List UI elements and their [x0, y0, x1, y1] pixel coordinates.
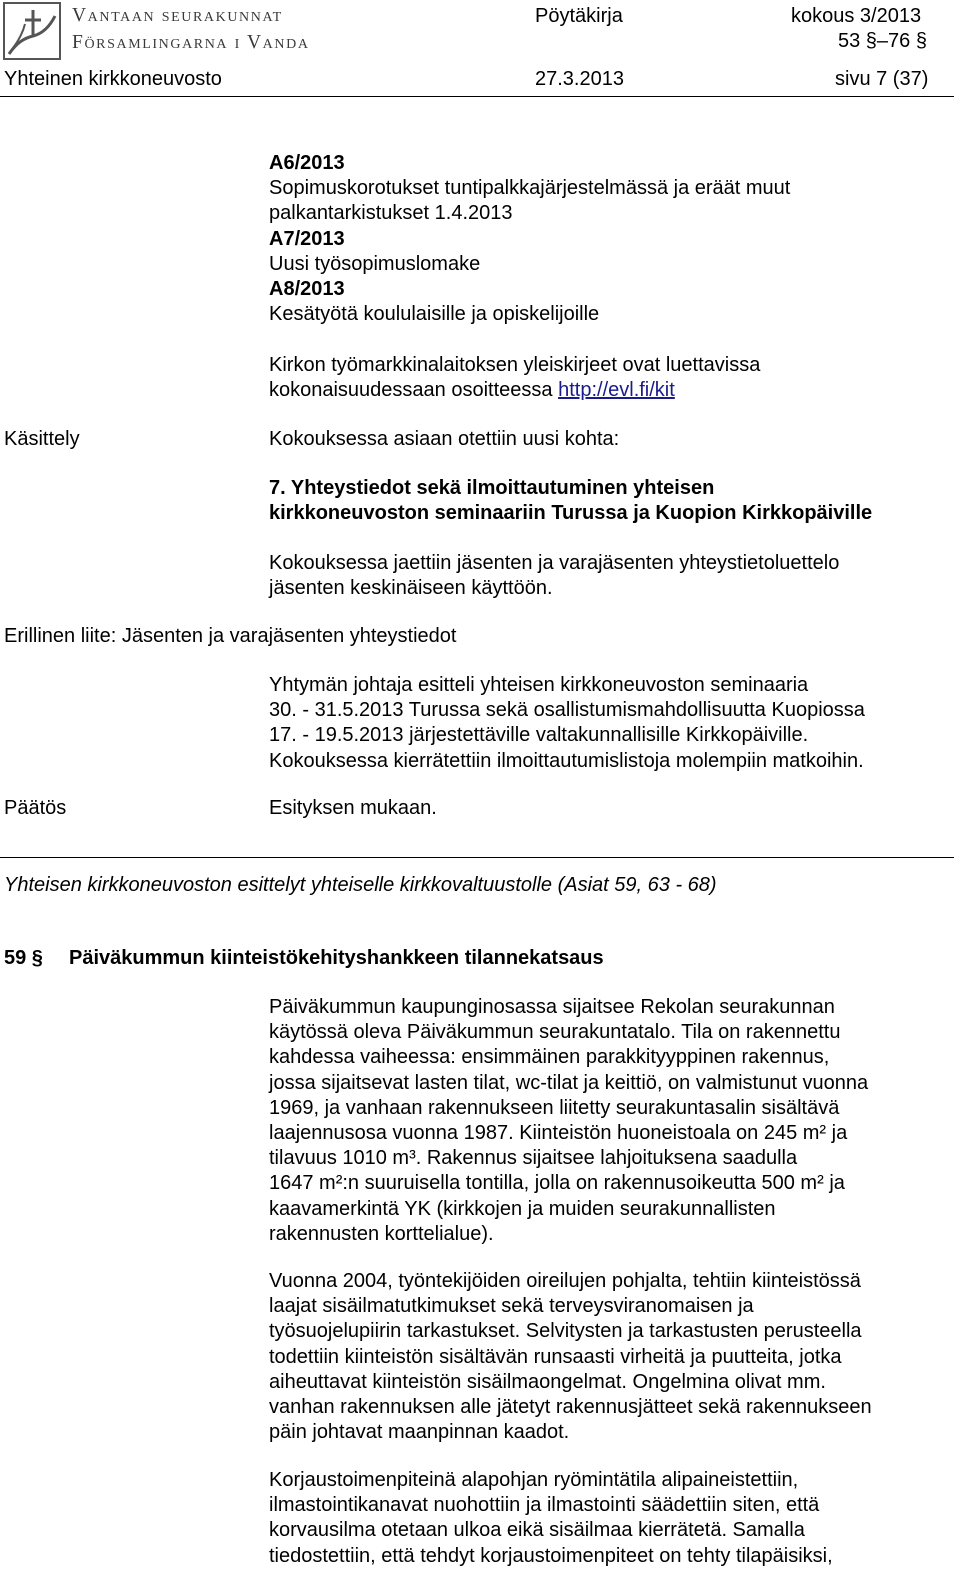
paragraph-line: kahdessa vaiheessa: ensimmäinen parakkityyppinen rakennus,: [269, 1046, 830, 1069]
paragraph-line: Päiväkummun kaupunginosassa sijaitsee Rekolan seurakunnan: [269, 996, 835, 1018]
paragraph-line: jäsenten keskinäiseen käyttöön.: [269, 577, 553, 600]
org-name-fi: Vantaan seurakunnat: [72, 5, 283, 26]
kasittely-paragraph: [269, 551, 839, 601]
org-name-sv: Församlingarna i Vanda: [72, 32, 310, 53]
new-item-title-line: kirkkoneuvoston seminaariin Turussa ja Kuopion Kirkkopäiville: [269, 502, 873, 525]
new-item-title-line: 7. Yhteystiedot sekä ilmoittautuminen yhteisen: [269, 477, 715, 499]
section-range: 53 §–76 §: [838, 30, 927, 52]
page-number: sivu 7 (37): [835, 68, 929, 90]
paatos-label: Päätös: [4, 797, 67, 819]
paragraph-line: laajennusosa vuonna 1987. Kiinteistön huoneistoala on 245 m² ja: [269, 1122, 848, 1145]
paragraph-line: laajat sisäilmatutkimukset sekä terveysviranomaisen ja: [269, 1295, 754, 1318]
paragraph-line: 1969, ja vanhaan rakennukseen liitetty seurakuntasalin sisältävä: [269, 1096, 840, 1119]
paragraph-line: työsuojelupiirin tarkastukset. Selvitysten ja tarkastusten perusteella: [269, 1320, 862, 1343]
section-paragraph: [269, 995, 868, 1247]
kasittely-label: Käsittely: [4, 428, 80, 450]
attachment-code: A7/2013: [269, 227, 345, 250]
paragraph-line: Korjaustoimenpiteinä alapohjan ryömintätila alipaineistettiin,: [269, 1469, 799, 1491]
section-paragraph: [269, 1269, 872, 1445]
church-logo-icon: [3, 2, 61, 60]
paragraph-line: Vuonna 2004, työntekijöiden oireilujen pohjalta, tehtiin kiinteistössä: [269, 1270, 861, 1292]
paragraph-line: tiedostettiin, että tehdyt korjaustoimenpiteet on tehty tilapäisiksi,: [269, 1544, 833, 1567]
governing-body: Yhteinen kirkkoneuvosto: [4, 68, 222, 90]
paragraph-line: jossa sijaitsevat lasten tilat, wc-tilat ja keittiö, on valmistunut vuonna: [269, 1071, 869, 1094]
attachment-code: A8/2013: [269, 278, 345, 301]
paragraph-line: 17. - 19.5.2013 järjestettäville valtakunnallisille Kirkkopäiville.: [269, 724, 809, 747]
attachment-title: Sopimuskorotukset tuntipalkkajärjestelmässä ja eräät muut: [269, 177, 791, 200]
section-paragraph: [269, 1468, 833, 1569]
paragraph-line: ilmastointikanavat nuohottiin ja ilmastointi säädettiin siten, että: [269, 1494, 820, 1517]
paragraph-line: todettiin kiinteistön sisältävän runsaasti virheitä ja puutteita, jotka: [269, 1345, 842, 1368]
attachment-title: Kesätyötä koululaisille ja opiskelijoille: [269, 303, 600, 326]
paragraph-line: rakennusten korttelialue).: [269, 1222, 494, 1245]
attachment-list: [269, 151, 790, 327]
availability-line: Kirkon työmarkkinalaitoksen yleiskirjeet ovat luettavissa: [269, 354, 761, 376]
availability-line: [269, 378, 760, 403]
paragraph-line: päin johtavat maanpinnan kaadot.: [269, 1421, 570, 1444]
paragraph-line: Yhtymän johtaja esitteli yhteisen kirkkoneuvoston seminaaria: [269, 674, 809, 696]
separate-attachment: Erillinen liite: Jäsenten ja varajäsenten yhteystiedot: [4, 625, 457, 647]
paragraph-line: korvausilma otetaan ulkoa eikä sisäilmaa kierrätetä. Samalla: [269, 1519, 805, 1542]
section-rule: [0, 857, 954, 858]
kasittely-text: Kokouksessa asiaan otettiin uusi kohta:: [269, 428, 620, 450]
availability-prefix: kokonaisuudessaan osoitteessa: [269, 379, 559, 402]
availability-note: [269, 353, 760, 403]
paragraph-line: vanhan rakennuksen alle jätetyt rakennusjätteet sekä rakennukseen: [269, 1396, 872, 1419]
paragraph-line: tilavuus 1010 m³. Rakennus sijaitsee lahjoituksena saadulla: [269, 1147, 798, 1170]
kasittely-paragraph: [269, 673, 865, 774]
paragraph-line: aiheuttavat kiinteistön sisäilmaongelmat. Ongelmina olivat mm.: [269, 1370, 826, 1393]
document-type: Pöytäkirja: [535, 5, 623, 27]
header-rule: [0, 96, 954, 97]
paragraph-line: 30. - 31.5.2013 Turussa sekä osallistumismahdollisuutta Kuopiossa: [269, 699, 865, 722]
attachment-title: palkantarkistukset 1.4.2013: [269, 202, 513, 225]
kit-link[interactable]: http://evl.fi/kit: [558, 379, 675, 402]
section-title: Päiväkummun kiinteistökehityshankkeen tilannekatsaus: [69, 947, 604, 969]
section-number: 59 §: [4, 947, 43, 969]
paragraph-line: käytössä oleva Päiväkummun seurakuntatalo. Tila on rakennettu: [269, 1021, 841, 1044]
paatos-text: Esityksen mukaan.: [269, 797, 437, 819]
council-presentations-heading: Yhteisen kirkkoneuvoston esittelyt yhteiselle kirkkovaltuustolle (Asiat 59, 63 - 68): [4, 874, 717, 896]
meeting-date: 27.3.2013: [535, 68, 624, 90]
new-item-title: [269, 476, 872, 526]
meeting-number: kokous 3/2013: [791, 5, 922, 27]
paragraph-line: 1647 m²:n suuruisella tontilla, jolla on rakennusoikeutta 500 m² ja: [269, 1172, 845, 1195]
paragraph-line: Kokouksessa kierrätettiin ilmoittautumislistoja molempiin matkoihin.: [269, 749, 864, 772]
attachment-code: A6/2013: [269, 152, 345, 174]
attachment-title: Uusi työsopimuslomake: [269, 252, 481, 275]
paragraph-line: Kokouksessa jaettiin jäsenten ja varajäsenten yhteystietoluettelo: [269, 552, 840, 574]
paragraph-line: kaavamerkintä YK (kirkkojen ja muiden seurakunnallisten: [269, 1197, 776, 1220]
